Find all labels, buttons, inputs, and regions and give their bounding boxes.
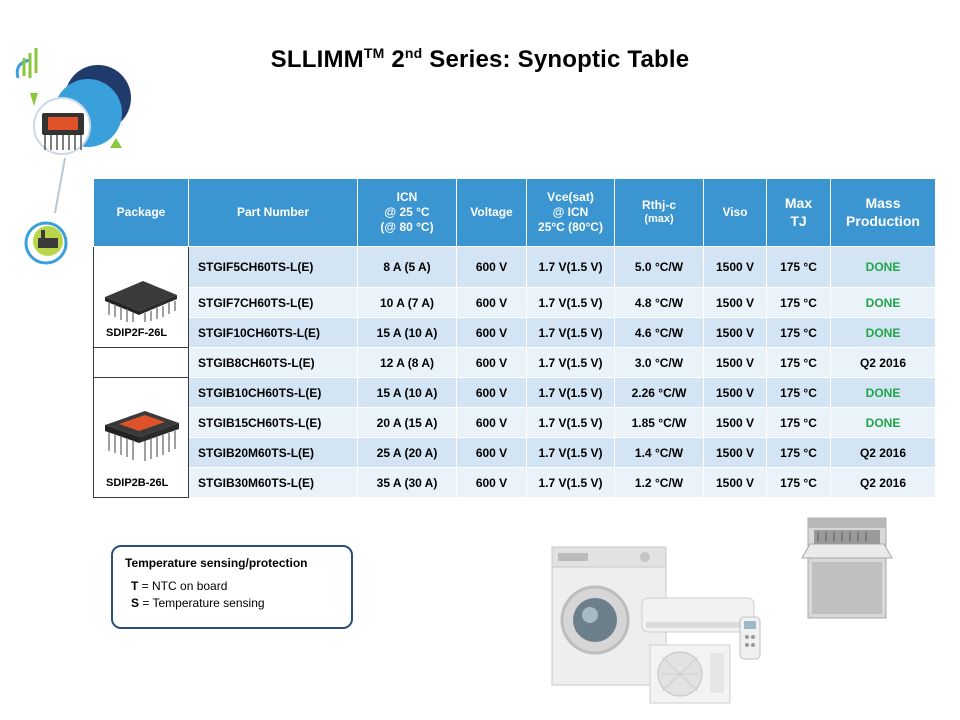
part-number-cell: STGIF5CH60TS-L(E) — [189, 247, 358, 288]
factory-icon — [26, 223, 66, 263]
vce-cell: 1.7 V(1.5 V) — [527, 408, 615, 438]
table-row — [94, 408, 936, 438]
part-number-cell: STGIF10CH60TS-L(E) — [189, 318, 358, 348]
package-label: SDIP2B-26L — [106, 477, 169, 489]
viso-cell: 1500 V — [704, 438, 767, 468]
voltage-cell: 600 V — [457, 247, 527, 288]
table-row — [94, 288, 936, 318]
legend-title: Temperature sensing/protection — [125, 556, 308, 570]
legend-t-key: T — [131, 579, 139, 593]
mass-production-cell: DONE — [831, 288, 936, 318]
temperature-legend-box — [111, 545, 353, 629]
tj-cell: 175 °C — [767, 438, 831, 468]
chip-package-icon — [99, 405, 183, 465]
part-number-cell: STGIB30M60TS-L(E) — [189, 468, 358, 498]
header-rthj-l1: Rthj-c — [642, 198, 676, 213]
page-title — [0, 45, 960, 74]
header-icn — [358, 179, 457, 247]
viso-cell: 1500 V — [704, 247, 767, 288]
vce-cell: 1.7 V(1.5 V) — [527, 438, 615, 468]
header-max-l1: Max — [784, 195, 813, 211]
icn-cell: 15 A (10 A) — [358, 378, 457, 408]
voltage-cell: 600 V — [457, 438, 527, 468]
table-row — [94, 247, 936, 288]
viso-cell: 1500 V — [704, 318, 767, 348]
title-nd: nd — [404, 45, 423, 61]
header-mass-l1: Mass — [865, 195, 901, 211]
viso-cell: 1500 V — [704, 408, 767, 438]
header-max-l2: TJ — [790, 212, 807, 229]
header-rthj — [615, 179, 704, 247]
header-max-tj — [767, 179, 831, 247]
header-icn-l2: @ 25 °C — [384, 205, 430, 219]
icn-cell: 25 A (20 A) — [358, 438, 457, 468]
vce-cell: 1.7 V(1.5 V) — [527, 378, 615, 408]
viso-cell: 1500 V — [704, 348, 767, 378]
mass-production-cell: Q2 2016 — [831, 468, 936, 498]
vce-cell: 1.7 V(1.5 V) — [527, 247, 615, 288]
rth-cell: 1.85 °C/W — [615, 408, 704, 438]
viso-cell: 1500 V — [704, 288, 767, 318]
rth-cell: 1.2 °C/W — [615, 468, 704, 498]
header-mass-production — [831, 179, 936, 247]
package-cell-sdip2f — [94, 247, 189, 348]
header-icn-l1: ICN — [396, 190, 418, 204]
outdoor-unit-icon — [648, 643, 732, 706]
remote-control-icon — [738, 615, 764, 661]
part-number-cell: STGIB20M60TS-L(E) — [189, 438, 358, 468]
package-cell-empty — [94, 348, 189, 378]
dishwasher-icon — [798, 514, 896, 622]
voltage-cell: 600 V — [457, 318, 527, 348]
header-icn-l3: (@ 80 °C) — [380, 220, 434, 234]
header-package: Package — [94, 179, 189, 247]
header-mass-l2: Production — [846, 212, 920, 229]
tj-cell: 175 °C — [767, 348, 831, 378]
part-number-cell: STGIB8CH60TS-L(E) — [189, 348, 358, 378]
header-voltage: Voltage — [457, 179, 527, 247]
viso-cell: 1500 V — [704, 378, 767, 408]
part-number-cell: STGIB15CH60TS-L(E) — [189, 408, 358, 438]
icn-cell: 12 A (8 A) — [358, 348, 457, 378]
title-mid: 2 — [384, 46, 405, 73]
legend-s-text: = Temperature sensing — [139, 596, 265, 610]
header-vce-l1: Vce(sat) — [547, 190, 594, 204]
rth-cell: 4.8 °C/W — [615, 288, 704, 318]
mass-production-cell: Q2 2016 — [831, 348, 936, 378]
mass-production-cell: Q2 2016 — [831, 438, 936, 468]
part-number-cell: STGIF7CH60TS-L(E) — [189, 288, 358, 318]
header-rthj-l2: (max) — [644, 213, 674, 226]
package-label: SDIP2F-26L — [106, 327, 168, 339]
viso-cell: 1500 V — [704, 468, 767, 498]
table-row — [94, 468, 936, 498]
vce-cell: 1.7 V(1.5 V) — [527, 468, 615, 498]
mass-production-cell: DONE — [831, 247, 936, 288]
part-number-cell: STGIB10CH60TS-L(E) — [189, 378, 358, 408]
tj-cell: 175 °C — [767, 288, 831, 318]
rth-cell: 4.6 °C/W — [615, 318, 704, 348]
icn-cell: 15 A (10 A) — [358, 318, 457, 348]
title-tm: TM — [363, 45, 385, 61]
vce-cell: 1.7 V(1.5 V) — [527, 318, 615, 348]
package-cell-sdip2b — [94, 378, 189, 498]
rth-cell: 3.0 °C/W — [615, 348, 704, 378]
icn-cell: 10 A (7 A) — [358, 288, 457, 318]
voltage-cell: 600 V — [457, 288, 527, 318]
header-viso: Viso — [704, 179, 767, 247]
mass-production-cell: DONE — [831, 378, 936, 408]
table-header-row — [94, 179, 936, 247]
synoptic-table — [93, 178, 936, 498]
legend-t-text: = NTC on board — [138, 579, 228, 593]
table-row — [94, 348, 936, 378]
voltage-cell: 600 V — [457, 378, 527, 408]
rth-cell: 5.0 °C/W — [615, 247, 704, 288]
tj-cell: 175 °C — [767, 318, 831, 348]
mass-production-cell: DONE — [831, 408, 936, 438]
voltage-cell: 600 V — [457, 408, 527, 438]
header-vce — [527, 179, 615, 247]
legend-s-key: S — [131, 596, 140, 610]
table-row — [94, 438, 936, 468]
icn-cell: 8 A (5 A) — [358, 247, 457, 288]
chip-package-icon — [99, 275, 183, 323]
header-part-number: Part Number — [189, 179, 358, 247]
mass-production-cell: DONE — [831, 318, 936, 348]
rth-cell: 1.4 °C/W — [615, 438, 704, 468]
title-rest: Series: Synoptic Table — [422, 46, 690, 73]
voltage-cell: 600 V — [457, 348, 527, 378]
vce-cell: 1.7 V(1.5 V) — [527, 348, 615, 378]
voltage-cell: 600 V — [457, 468, 527, 498]
tj-cell: 175 °C — [767, 247, 831, 288]
vce-cell: 1.7 V(1.5 V) — [527, 288, 615, 318]
tj-cell: 175 °C — [767, 468, 831, 498]
header-vce-l3: 25°C (80°C) — [538, 220, 603, 234]
table-row — [94, 378, 936, 408]
header-vce-l2: @ ICN — [552, 205, 589, 219]
icn-cell: 35 A (30 A) — [358, 468, 457, 498]
table-row — [94, 318, 936, 348]
rth-cell: 2.26 °C/W — [615, 378, 704, 408]
tj-cell: 175 °C — [767, 378, 831, 408]
tj-cell: 175 °C — [767, 408, 831, 438]
legend-line-s — [131, 596, 265, 610]
title-main: SLLIMM — [270, 46, 364, 73]
icn-cell: 20 A (15 A) — [358, 408, 457, 438]
legend-line-t — [131, 579, 227, 593]
